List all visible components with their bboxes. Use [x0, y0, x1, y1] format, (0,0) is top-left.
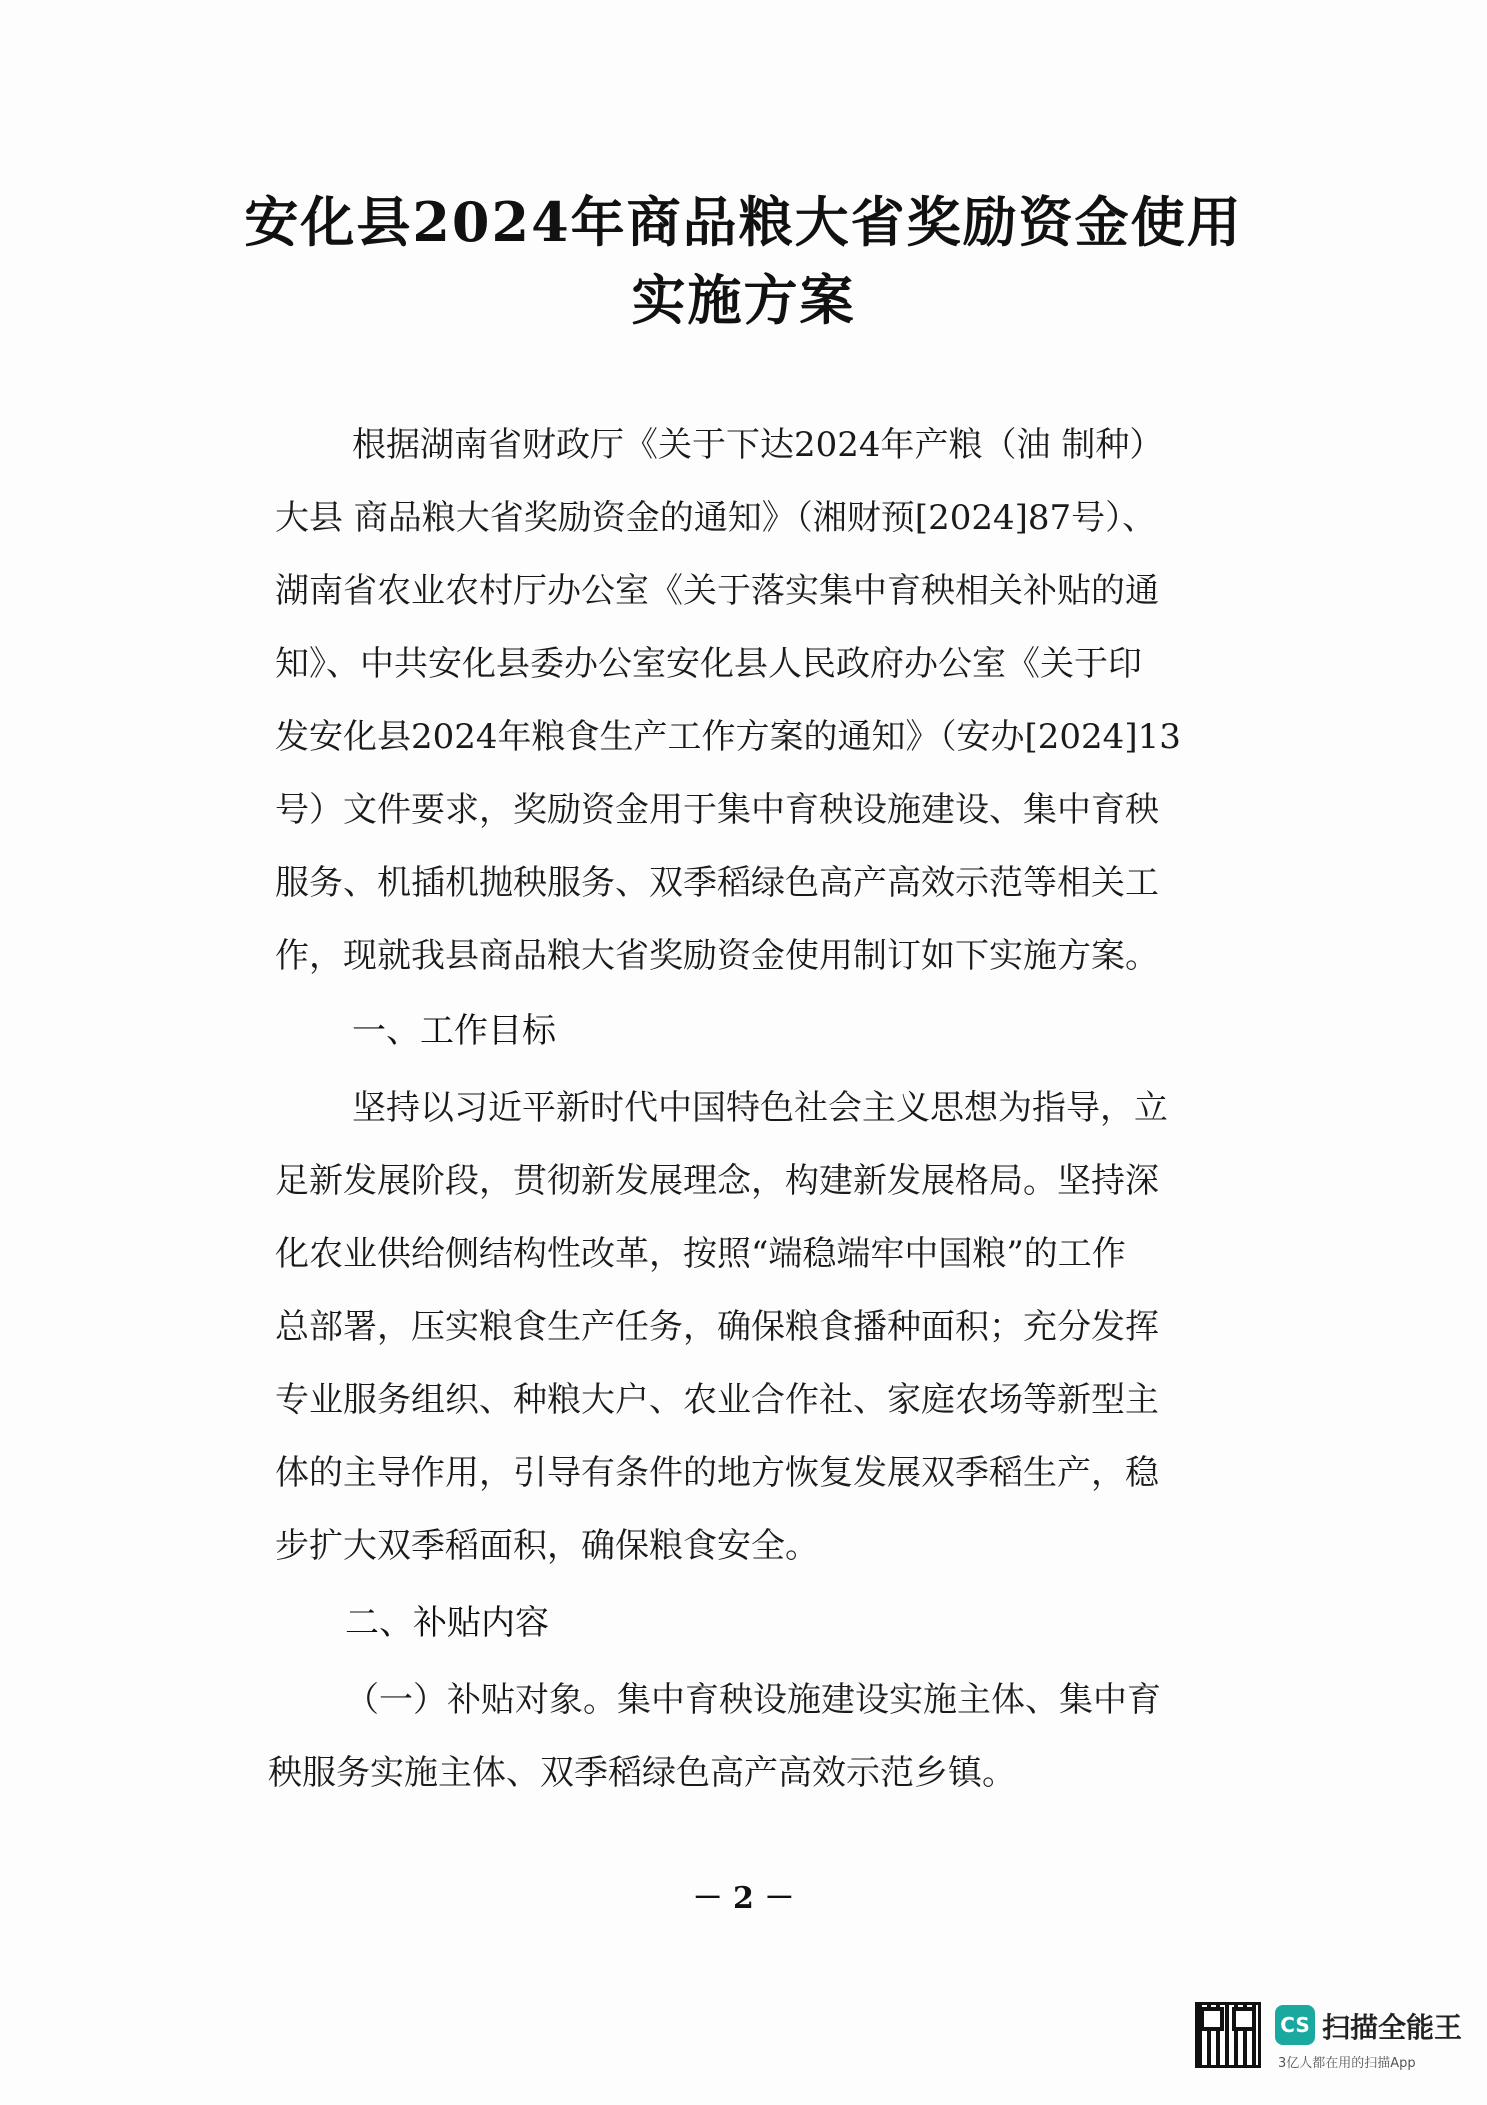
section1-line: 步扩大双季稻面积，确保粮食安全。 — [275, 1526, 819, 1566]
intro-line: 根据湖南省财政厅《关于下达2024年产粮（油 制种） — [352, 425, 1164, 465]
section-heading-work-goals: 一、工作目标 — [352, 1011, 556, 1051]
watermark-tagline: 3亿人都在用的扫描App — [1278, 2056, 1416, 2071]
camscanner-logo-icon: CS — [1275, 2005, 1315, 2045]
section1-line: 体的主导作用，引导有条件的地方恢复发展双季稻生产，稳 — [275, 1453, 1159, 1493]
intro-line: 发安化县2024年粮食生产工作方案的通知》（安办[2024]13 — [275, 717, 1181, 757]
section2-line: 秧服务实施主体、双季稻绿色高产高效示范乡镇。 — [268, 1753, 1016, 1793]
intro-line: 知》、中共安化县委办公室安化县人民政府办公室《关于印 — [275, 644, 1142, 684]
section-heading-subsidy-content: 二、补贴内容 — [345, 1603, 549, 1643]
section1-line: 坚持以习近平新时代中国特色社会主义思想为指导，立 — [352, 1088, 1168, 1128]
intro-line: 号）文件要求，奖励资金用于集中育秧设施建设、集中育秧 — [275, 790, 1159, 830]
intro-line: 大县 商品粮大省奖励资金的通知》（湘财预[2024]87号）、 — [275, 498, 1157, 538]
section1-line: 总部署，压实粮食生产任务，确保粮食播种面积；充分发挥 — [275, 1307, 1159, 1347]
section1-line: 化农业供给侧结构性改革，按照“端稳端牢中国粮”的工作 — [275, 1234, 1126, 1274]
section1-line: 专业服务组织、种粮大户、农业合作社、家庭农场等新型主 — [275, 1380, 1159, 1420]
intro-line: 作，现就我县商品粮大省奖励资金使用制订如下实施方案。 — [275, 936, 1159, 976]
section1-line: 足新发展阶段，贯彻新发展理念，构建新发展格局。坚持深 — [275, 1161, 1159, 1201]
document-title-line-1: 安化县2024年商品粮大省奖励资金使用 — [244, 190, 1243, 254]
intro-line: 服务、机插机抛秧服务、双季稻绿色高产高效示范等相关工 — [275, 863, 1159, 903]
watermark-brand: 扫描全能王 — [1322, 2011, 1463, 2044]
qr-code-icon — [1195, 2002, 1261, 2068]
section2-line: （一）补贴对象。集中育秧设施建设实施主体、集中育 — [345, 1680, 1161, 1720]
intro-line: 湖南省农业农村厅办公室《关于落实集中育秧相关补贴的通 — [275, 571, 1159, 611]
page-number: － 2 － — [692, 1881, 795, 1916]
document-title-line-2: 实施方案 — [631, 268, 856, 332]
